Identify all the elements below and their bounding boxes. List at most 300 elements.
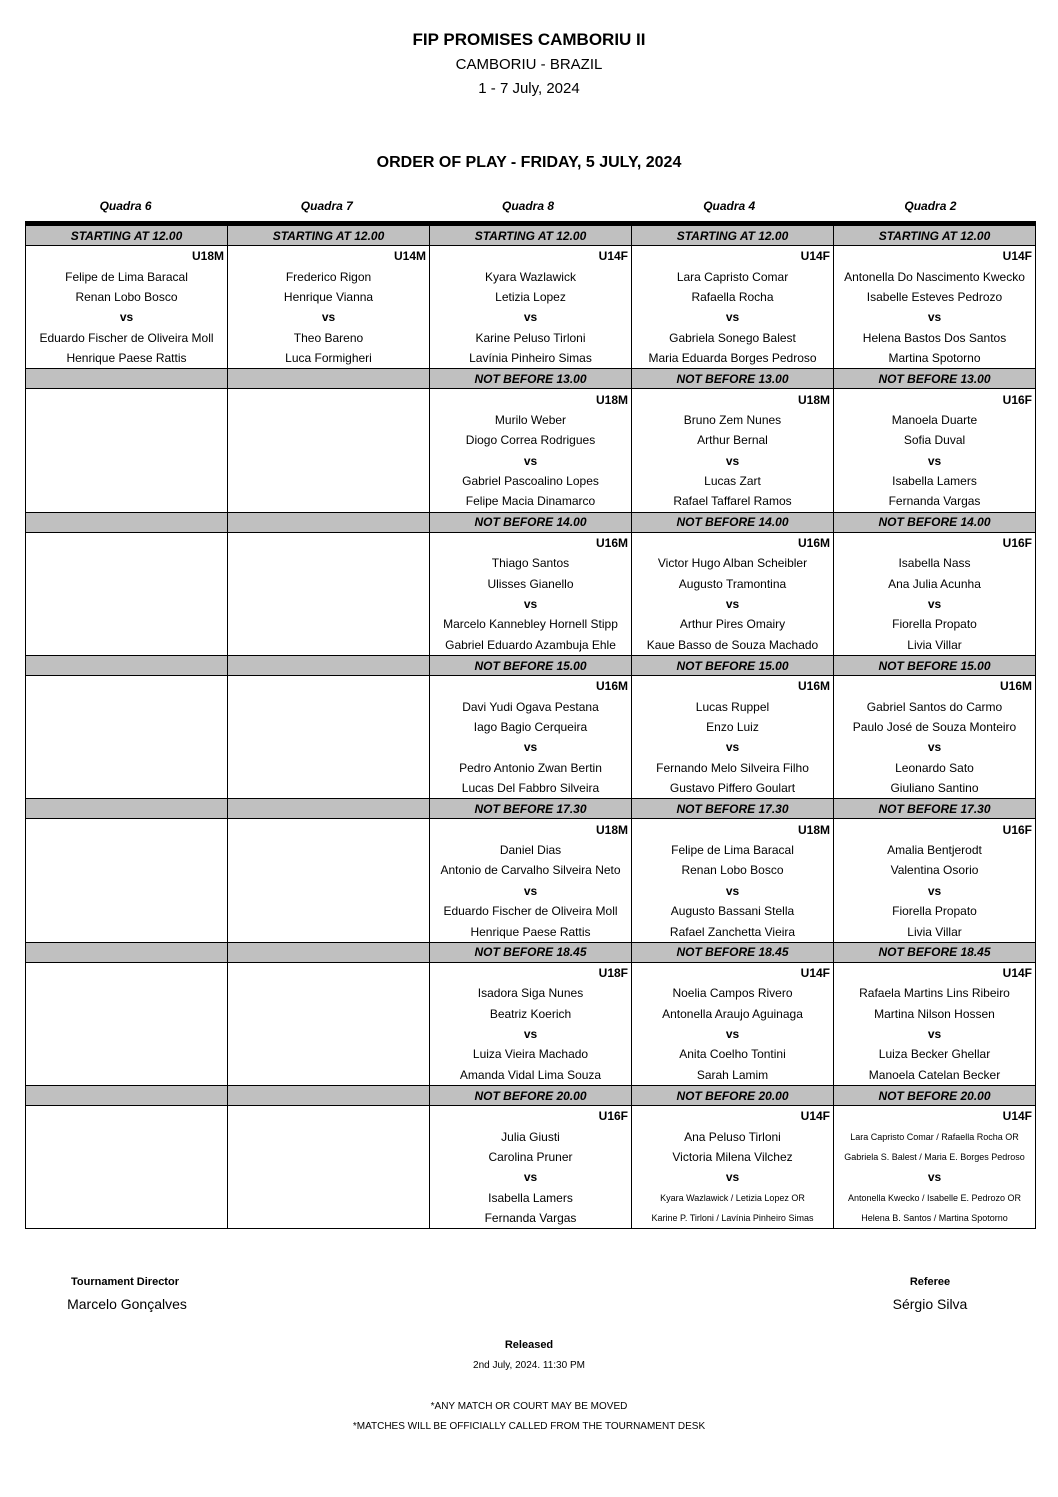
category-label: U14F bbox=[632, 962, 834, 983]
player-name: Murilo Weber bbox=[430, 410, 632, 430]
player-name: Isabelle Esteves Pedrozo bbox=[834, 287, 1036, 307]
player-name: Rafael Taffarel Ramos bbox=[632, 491, 834, 512]
versus-label: vs bbox=[632, 881, 834, 901]
category-label: U16M bbox=[430, 532, 632, 553]
empty-cell bbox=[228, 717, 430, 737]
start-time-cell bbox=[228, 942, 430, 962]
time-row bbox=[26, 512, 1036, 532]
match-line-row bbox=[26, 1167, 1036, 1187]
director-name: Marcelo Gonçalves bbox=[67, 1296, 187, 1312]
player-name: Noelia Campos Rivero bbox=[632, 983, 834, 1003]
match-line-row bbox=[26, 1024, 1036, 1044]
match-line-row bbox=[26, 901, 1036, 921]
empty-cell bbox=[228, 1004, 430, 1024]
player-name: Renan Lobo Bosco bbox=[26, 287, 228, 307]
player-name: Martina Nilson Hossen bbox=[834, 1004, 1036, 1024]
empty-cell bbox=[228, 1147, 430, 1167]
category-label: U16F bbox=[834, 532, 1036, 553]
empty-cell bbox=[26, 451, 228, 471]
player-name: Rafaela Martins Lins Ribeiro bbox=[834, 983, 1036, 1003]
start-time-cell: STARTING AT 12.00 bbox=[26, 224, 228, 246]
empty-cell bbox=[228, 840, 430, 860]
empty-cell bbox=[228, 921, 430, 942]
player-name: Arthur Pires Omairy bbox=[632, 614, 834, 634]
versus-label: vs bbox=[430, 594, 632, 614]
empty-cell bbox=[228, 635, 430, 656]
start-time-cell bbox=[26, 512, 228, 532]
match-line-row bbox=[26, 246, 1036, 267]
empty-cell bbox=[26, 573, 228, 593]
empty-cell bbox=[26, 778, 228, 799]
versus-label: vs bbox=[834, 594, 1036, 614]
match-line-row bbox=[26, 983, 1036, 1003]
player-name: Helena Bastos Dos Santos bbox=[834, 328, 1036, 348]
empty-cell bbox=[26, 1044, 228, 1064]
player-name: Ana Julia Acunha bbox=[834, 573, 1036, 593]
match-line-row bbox=[26, 1004, 1036, 1024]
empty-cell bbox=[26, 1065, 228, 1086]
player-name: Julia Giusti bbox=[430, 1126, 632, 1146]
empty-cell bbox=[228, 1024, 430, 1044]
start-time-cell bbox=[26, 369, 228, 389]
player-name: Helena B. Santos / Martina Spotorno bbox=[834, 1208, 1036, 1229]
category-label: U16F bbox=[834, 389, 1036, 410]
match-line-row bbox=[26, 962, 1036, 983]
match-line-row bbox=[26, 348, 1036, 369]
start-time-cell: NOT BEFORE 18.45 bbox=[632, 942, 834, 962]
player-name: Manoela Catelan Becker bbox=[834, 1065, 1036, 1086]
empty-cell bbox=[228, 819, 430, 840]
category-label: U14F bbox=[834, 962, 1036, 983]
versus-label: vs bbox=[430, 737, 632, 757]
court-header: Quadra 8 bbox=[501, 199, 555, 213]
category-label: U14F bbox=[632, 246, 834, 267]
versus-label: vs bbox=[632, 451, 834, 471]
match-line-row bbox=[26, 1188, 1036, 1208]
empty-cell bbox=[228, 410, 430, 430]
versus-label: vs bbox=[430, 307, 632, 327]
match-line-row bbox=[26, 471, 1036, 491]
player-name: Gustavo Piffero Goulart bbox=[632, 778, 834, 799]
player-name: Eduardo Fischer de Oliveira Moll bbox=[430, 901, 632, 921]
versus-label: vs bbox=[430, 1167, 632, 1187]
player-name: Leonardo Sato bbox=[834, 758, 1036, 778]
category-label: U16M bbox=[632, 532, 834, 553]
note-called-desk: *MATCHES WILL BE OFFICIALLY CALLED FROM THE TOURNAMENT DESK bbox=[352, 1421, 706, 1432]
versus-label: vs bbox=[26, 307, 228, 327]
player-name: Isabella Lamers bbox=[834, 471, 1036, 491]
start-time-cell: NOT BEFORE 15.00 bbox=[834, 656, 1036, 676]
empty-cell bbox=[228, 491, 430, 512]
empty-cell bbox=[26, 389, 228, 410]
empty-cell bbox=[26, 819, 228, 840]
player-name: Sofia Duval bbox=[834, 430, 1036, 450]
empty-cell bbox=[228, 614, 430, 634]
empty-cell bbox=[26, 532, 228, 553]
player-name: Lara Capristo Comar / Rafaella Rocha OR bbox=[834, 1126, 1036, 1146]
empty-cell bbox=[228, 696, 430, 716]
player-name: Beatriz Koerich bbox=[430, 1004, 632, 1024]
match-line-row bbox=[26, 573, 1036, 593]
match-line-row bbox=[26, 287, 1036, 307]
match-line-row bbox=[26, 921, 1036, 942]
player-name: Henrique Vianna bbox=[228, 287, 430, 307]
category-label: U14F bbox=[430, 246, 632, 267]
versus-label: vs bbox=[430, 881, 632, 901]
versus-label: vs bbox=[834, 1167, 1036, 1187]
player-name: Gabriela Sonego Balest bbox=[632, 328, 834, 348]
match-line-row bbox=[26, 758, 1036, 778]
empty-cell bbox=[228, 1126, 430, 1146]
start-time-cell bbox=[26, 1086, 228, 1106]
empty-cell bbox=[26, 921, 228, 942]
player-name: Giuliano Santino bbox=[834, 778, 1036, 799]
match-line-row bbox=[26, 1208, 1036, 1229]
empty-cell bbox=[26, 430, 228, 450]
match-line-row bbox=[26, 1044, 1036, 1064]
player-name: Antonella Kwecko / Isabelle E. Pedrozo OR bbox=[834, 1188, 1036, 1208]
start-time-cell bbox=[26, 942, 228, 962]
time-row bbox=[26, 224, 1036, 246]
start-time-cell: NOT BEFORE 15.00 bbox=[632, 656, 834, 676]
match-line-row bbox=[26, 1147, 1036, 1167]
match-line-row bbox=[26, 717, 1036, 737]
match-line-row bbox=[26, 410, 1036, 430]
empty-cell bbox=[26, 737, 228, 757]
player-name: Fiorella Propato bbox=[834, 614, 1036, 634]
empty-cell bbox=[26, 696, 228, 716]
category-label: U14M bbox=[228, 246, 430, 267]
time-row bbox=[26, 942, 1036, 962]
empty-cell bbox=[26, 983, 228, 1003]
player-name: Livia Villar bbox=[834, 921, 1036, 942]
player-name: Fiorella Propato bbox=[834, 901, 1036, 921]
player-name: Bruno Zem Nunes bbox=[632, 410, 834, 430]
versus-label: vs bbox=[834, 1024, 1036, 1044]
empty-cell bbox=[26, 1024, 228, 1044]
released-label: Released bbox=[504, 1339, 554, 1351]
empty-cell bbox=[26, 1188, 228, 1208]
start-time-cell: STARTING AT 12.00 bbox=[834, 224, 1036, 246]
empty-cell bbox=[228, 860, 430, 880]
versus-label: vs bbox=[632, 1024, 834, 1044]
player-name: Maria Eduarda Borges Pedroso bbox=[632, 348, 834, 369]
released-date: 2nd July, 2024. 11:30 PM bbox=[473, 1360, 585, 1371]
player-name: Gabriel Eduardo Azambuja Ehle bbox=[430, 635, 632, 656]
match-line-row bbox=[26, 389, 1036, 410]
player-name: Pedro Antonio Zwan Bertin bbox=[430, 758, 632, 778]
category-label: U18M bbox=[632, 389, 834, 410]
player-name: Victor Hugo Alban Scheibler bbox=[632, 553, 834, 573]
player-name: Carolina Pruner bbox=[430, 1147, 632, 1167]
versus-label: vs bbox=[834, 451, 1036, 471]
player-name: Valentina Osorio bbox=[834, 860, 1036, 880]
category-label: U16M bbox=[834, 676, 1036, 697]
empty-cell bbox=[228, 1167, 430, 1187]
empty-cell bbox=[26, 758, 228, 778]
versus-label: vs bbox=[632, 307, 834, 327]
player-name: Paulo José de Souza Monteiro bbox=[834, 717, 1036, 737]
player-name: Isabella Lamers bbox=[430, 1188, 632, 1208]
empty-cell bbox=[228, 1044, 430, 1064]
empty-cell bbox=[228, 532, 430, 553]
empty-cell bbox=[26, 717, 228, 737]
player-name: Theo Bareno bbox=[228, 328, 430, 348]
start-time-cell bbox=[228, 656, 430, 676]
player-name: Anita Coelho Tontini bbox=[632, 1044, 834, 1064]
player-name: Gabriela S. Balest / Maria E. Borges Pedroso bbox=[834, 1147, 1036, 1167]
player-name: Iago Bagio Cerqueira bbox=[430, 717, 632, 737]
player-name: Antonella Araujo Aguinaga bbox=[632, 1004, 834, 1024]
player-name: Felipe Macia Dinamarco bbox=[430, 491, 632, 512]
player-name: Rafaella Rocha bbox=[632, 287, 834, 307]
player-name: Diogo Correa Rodrigues bbox=[430, 430, 632, 450]
match-line-row bbox=[26, 614, 1036, 634]
category-label: U14F bbox=[834, 1106, 1036, 1127]
schedule-table bbox=[25, 221, 1036, 1229]
versus-label: vs bbox=[632, 594, 834, 614]
match-line-row bbox=[26, 860, 1036, 880]
player-name: Thiago Santos bbox=[430, 553, 632, 573]
empty-cell bbox=[228, 451, 430, 471]
match-line-row bbox=[26, 737, 1036, 757]
player-name: Lucas Ruppel bbox=[632, 696, 834, 716]
start-time-cell: NOT BEFORE 15.00 bbox=[430, 656, 632, 676]
empty-cell bbox=[228, 983, 430, 1003]
player-name: Livia Villar bbox=[834, 635, 1036, 656]
player-name: Frederico Rigon bbox=[228, 266, 430, 286]
player-name: Davi Yudi Ogava Pestana bbox=[430, 696, 632, 716]
category-label: U18M bbox=[632, 819, 834, 840]
player-name: Isabella Nass bbox=[834, 553, 1036, 573]
tournament-location: CAMBORIU - BRAZIL bbox=[455, 56, 603, 73]
empty-cell bbox=[228, 737, 430, 757]
empty-cell bbox=[26, 962, 228, 983]
category-label: U18M bbox=[430, 819, 632, 840]
player-name: Luca Formigheri bbox=[228, 348, 430, 369]
category-label: U16M bbox=[430, 676, 632, 697]
player-name: Antonella Do Nascimento Kwecko bbox=[834, 266, 1036, 286]
empty-cell bbox=[26, 901, 228, 921]
empty-cell bbox=[26, 840, 228, 860]
empty-cell bbox=[228, 389, 430, 410]
start-time-cell: NOT BEFORE 14.00 bbox=[430, 512, 632, 532]
empty-cell bbox=[26, 676, 228, 697]
player-name: Felipe de Lima Baracal bbox=[632, 840, 834, 860]
match-line-row bbox=[26, 328, 1036, 348]
start-time-cell: NOT BEFORE 20.00 bbox=[632, 1086, 834, 1106]
start-time-cell: NOT BEFORE 17.30 bbox=[430, 799, 632, 819]
category-label: U16F bbox=[834, 819, 1036, 840]
time-row bbox=[26, 1086, 1036, 1106]
player-name: Karine P. Tirloni / Lavínia Pinheiro Simas bbox=[632, 1208, 834, 1229]
empty-cell bbox=[228, 758, 430, 778]
player-name: Antonio de Carvalho Silveira Neto bbox=[430, 860, 632, 880]
category-label: U18F bbox=[430, 962, 632, 983]
start-time-cell bbox=[228, 799, 430, 819]
versus-label: vs bbox=[632, 1167, 834, 1187]
empty-cell bbox=[26, 594, 228, 614]
player-name: Lucas Del Fabbro Silveira bbox=[430, 778, 632, 799]
match-line-row bbox=[26, 266, 1036, 286]
start-time-cell: NOT BEFORE 13.00 bbox=[430, 369, 632, 389]
referee-label: Referee bbox=[909, 1276, 951, 1288]
director-label: Tournament Director bbox=[71, 1276, 179, 1288]
match-line-row bbox=[26, 532, 1036, 553]
start-time-cell bbox=[228, 1086, 430, 1106]
court-header: Quadra 7 bbox=[300, 199, 353, 213]
player-name: Manoela Duarte bbox=[834, 410, 1036, 430]
time-row bbox=[26, 799, 1036, 819]
category-label: U14F bbox=[834, 246, 1036, 267]
player-name: Lavínia Pinheiro Simas bbox=[430, 348, 632, 369]
match-line-row bbox=[26, 307, 1036, 327]
empty-cell bbox=[228, 553, 430, 573]
empty-cell bbox=[26, 1167, 228, 1187]
tournament-title: FIP PROMISES CAMBORIU II bbox=[412, 30, 646, 49]
empty-cell bbox=[228, 1188, 430, 1208]
match-line-row bbox=[26, 553, 1036, 573]
match-line-row bbox=[26, 635, 1036, 656]
player-name: Amalia Bentjerodt bbox=[834, 840, 1036, 860]
category-label: U18M bbox=[430, 389, 632, 410]
start-time-cell: NOT BEFORE 20.00 bbox=[430, 1086, 632, 1106]
start-time-cell: NOT BEFORE 18.45 bbox=[834, 942, 1036, 962]
player-name: Fernanda Vargas bbox=[430, 1208, 632, 1229]
empty-cell bbox=[26, 1106, 228, 1127]
court-header: Quadra 4 bbox=[703, 199, 756, 213]
start-time-cell: NOT BEFORE 17.30 bbox=[632, 799, 834, 819]
start-time-cell: NOT BEFORE 20.00 bbox=[834, 1086, 1036, 1106]
start-time-cell: NOT BEFORE 14.00 bbox=[632, 512, 834, 532]
start-time-cell bbox=[228, 369, 430, 389]
court-header: Quadra 6 bbox=[99, 199, 152, 213]
player-name: Rafael Zanchetta Vieira bbox=[632, 921, 834, 942]
match-line-row bbox=[26, 696, 1036, 716]
player-name: Letizia Lopez bbox=[430, 287, 632, 307]
empty-cell bbox=[26, 471, 228, 491]
start-time-cell: NOT BEFORE 13.00 bbox=[834, 369, 1036, 389]
start-time-cell: NOT BEFORE 14.00 bbox=[834, 512, 1036, 532]
player-name: Gabriel Santos do Carmo bbox=[834, 696, 1036, 716]
empty-cell bbox=[26, 1147, 228, 1167]
match-line-row bbox=[26, 594, 1036, 614]
start-time-cell: STARTING AT 12.00 bbox=[430, 224, 632, 246]
empty-cell bbox=[228, 1106, 430, 1127]
player-name: Daniel Dias bbox=[430, 840, 632, 860]
court-headers bbox=[25, 199, 1031, 213]
tournament-dates: 1 - 7 July, 2024 bbox=[478, 80, 580, 97]
empty-cell bbox=[228, 676, 430, 697]
start-time-cell: NOT BEFORE 17.30 bbox=[834, 799, 1036, 819]
versus-label: vs bbox=[834, 307, 1036, 327]
player-name: Renan Lobo Bosco bbox=[632, 860, 834, 880]
player-name: Victoria Milena Vilchez bbox=[632, 1147, 834, 1167]
start-time-cell: NOT BEFORE 13.00 bbox=[632, 369, 834, 389]
category-label: U16F bbox=[430, 1106, 632, 1127]
versus-label: vs bbox=[632, 737, 834, 757]
player-name: Luiza Vieira Machado bbox=[430, 1044, 632, 1064]
player-name: Fernanda Vargas bbox=[834, 491, 1036, 512]
empty-cell bbox=[228, 881, 430, 901]
start-time-cell: STARTING AT 12.00 bbox=[632, 224, 834, 246]
empty-cell bbox=[26, 635, 228, 656]
empty-cell bbox=[228, 962, 430, 983]
player-name: Kyara Wazlawick bbox=[430, 266, 632, 286]
versus-label: vs bbox=[430, 1024, 632, 1044]
empty-cell bbox=[228, 430, 430, 450]
player-name: Augusto Bassani Stella bbox=[632, 901, 834, 921]
player-name: Augusto Tramontina bbox=[632, 573, 834, 593]
time-row bbox=[26, 656, 1036, 676]
start-time-cell bbox=[26, 799, 228, 819]
player-name: Lara Capristo Comar bbox=[632, 266, 834, 286]
player-name: Kaue Basso de Souza Machado bbox=[632, 635, 834, 656]
player-name: Sarah Lamim bbox=[632, 1065, 834, 1086]
player-name: Enzo Luiz bbox=[632, 717, 834, 737]
player-name: Lucas Zart bbox=[632, 471, 834, 491]
versus-label: vs bbox=[228, 307, 430, 327]
category-label: U14F bbox=[632, 1106, 834, 1127]
match-line-row bbox=[26, 1065, 1036, 1086]
player-name: Fernando Melo Silveira Filho bbox=[632, 758, 834, 778]
empty-cell bbox=[228, 1208, 430, 1229]
player-name: Henrique Paese Rattis bbox=[430, 921, 632, 942]
player-name: Gabriel Pascoalino Lopes bbox=[430, 471, 632, 491]
player-name: Karine Peluso Tirloni bbox=[430, 328, 632, 348]
start-time-cell: STARTING AT 12.00 bbox=[228, 224, 430, 246]
court-header: Quadra 2 bbox=[904, 199, 957, 213]
empty-cell bbox=[26, 1208, 228, 1229]
versus-label: vs bbox=[834, 881, 1036, 901]
empty-cell bbox=[26, 410, 228, 430]
match-line-row bbox=[26, 430, 1036, 450]
category-label: U16M bbox=[632, 676, 834, 697]
match-line-row bbox=[26, 676, 1036, 697]
match-line-row bbox=[26, 1106, 1036, 1127]
versus-label: vs bbox=[834, 737, 1036, 757]
note-court-moved: *ANY MATCH OR COURT MAY BE MOVED bbox=[430, 1401, 628, 1412]
player-name: Arthur Bernal bbox=[632, 430, 834, 450]
match-line-row bbox=[26, 451, 1036, 471]
empty-cell bbox=[26, 1004, 228, 1024]
order-of-play-heading: ORDER OF PLAY - FRIDAY, 5 JULY, 2024 bbox=[376, 154, 682, 171]
match-line-row bbox=[26, 491, 1036, 512]
empty-cell bbox=[228, 1065, 430, 1086]
match-line-row bbox=[26, 840, 1036, 860]
player-name: Amanda Vidal Lima Souza bbox=[430, 1065, 632, 1086]
empty-cell bbox=[228, 594, 430, 614]
empty-cell bbox=[26, 1126, 228, 1146]
player-name: Marcelo Kannebley Hornell Stipp bbox=[430, 614, 632, 634]
player-name: Isadora Siga Nunes bbox=[430, 983, 632, 1003]
empty-cell bbox=[26, 881, 228, 901]
player-name: Ana Peluso Tirloni bbox=[632, 1126, 834, 1146]
player-name: Luiza Becker Ghellar bbox=[834, 1044, 1036, 1064]
empty-cell bbox=[26, 553, 228, 573]
player-name: Kyara Wazlawick / Letizia Lopez OR bbox=[632, 1188, 834, 1208]
versus-label: vs bbox=[430, 451, 632, 471]
start-time-cell: NOT BEFORE 18.45 bbox=[430, 942, 632, 962]
empty-cell bbox=[228, 778, 430, 799]
player-name: Ulisses Gianello bbox=[430, 573, 632, 593]
match-line-row bbox=[26, 819, 1036, 840]
empty-cell bbox=[26, 860, 228, 880]
player-name: Martina Spotorno bbox=[834, 348, 1036, 369]
referee-name: Sérgio Silva bbox=[892, 1296, 968, 1312]
empty-cell bbox=[228, 471, 430, 491]
player-name: Henrique Paese Rattis bbox=[26, 348, 228, 369]
